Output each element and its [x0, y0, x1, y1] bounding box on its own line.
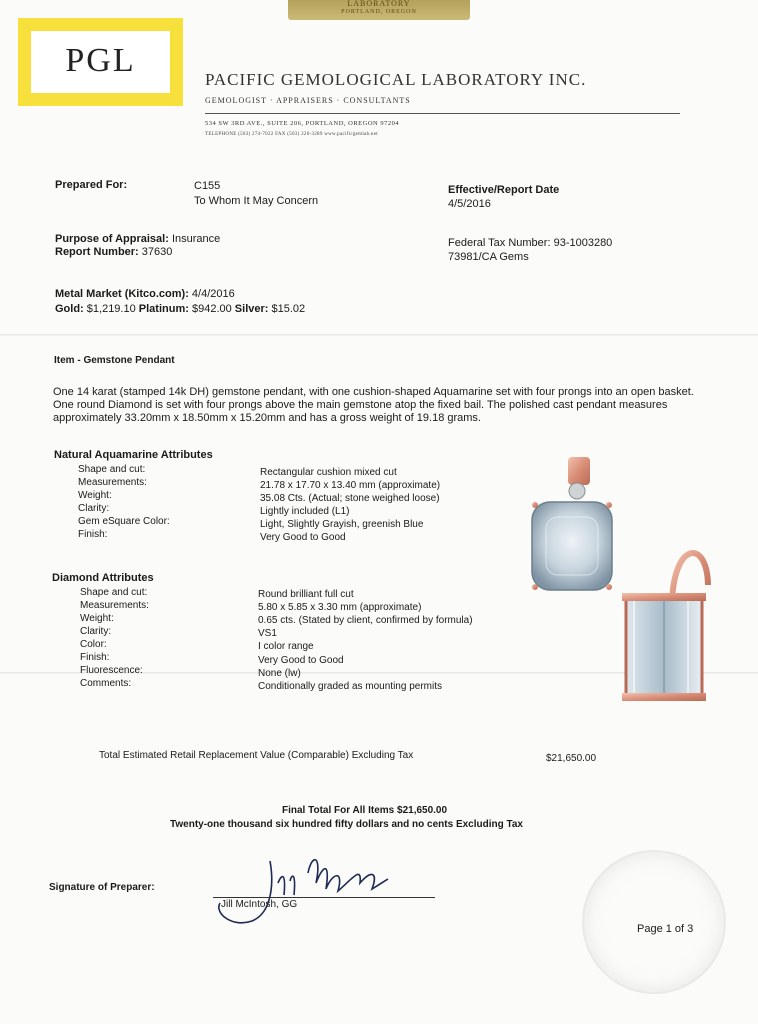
aquamarine-measurements-label: Measurements:	[78, 477, 147, 488]
bail-shape	[568, 457, 590, 485]
company-phone: TELEPHONE (503) 274-7022 FAX (503) 226-3289 www.pacificgemlab.net	[205, 132, 378, 137]
diamond-comments-label: Comments:	[80, 678, 132, 689]
diamond-shape-value: Round brilliant full cut	[258, 589, 354, 600]
signature-image	[212, 843, 412, 943]
diamond-finish-value: Very Good to Good	[258, 655, 344, 666]
prepared-for-label: Prepared For:	[55, 179, 128, 191]
gold-seal	[288, 0, 470, 20]
aquamarine-clarity-label: Clarity:	[78, 503, 110, 514]
purpose-value: Insurance	[171, 233, 221, 245]
final-total-words: Twenty-one thousand six hundred fifty dollars and no cents Excluding Tax	[170, 819, 523, 830]
total-label: Total Estimated Retail Replacement Value (Comparable) Excluding Tax	[99, 750, 414, 761]
header-rule	[205, 113, 680, 114]
diamond-clarity-label: Clarity:	[80, 626, 112, 637]
aquamarine-weight-label: Weight:	[78, 490, 112, 501]
metal-market-line	[55, 288, 235, 300]
tax-label: Federal Tax Number:	[448, 237, 551, 249]
aquamarine-measurements-value: 21.78 x 17.70 x 13.40 mm (approximate)	[260, 480, 441, 491]
prong-shape	[606, 502, 612, 508]
tax-ref: 73981/CA Gems	[448, 251, 529, 263]
tax-number: 93-1003280	[553, 237, 613, 249]
page-number: Page 1 of 3	[637, 923, 694, 935]
client-id: C155	[194, 180, 221, 192]
paper-fold	[0, 334, 758, 336]
platinum-label: Platinum:	[138, 303, 189, 315]
report-date: 4/5/2016	[448, 198, 491, 210]
report-date-label: Effective/Report Date	[448, 184, 560, 196]
purpose-label: Purpose of Appraisal:	[55, 233, 169, 245]
purpose-line	[55, 233, 220, 245]
side-rail-shape	[622, 593, 706, 601]
diamond-measurements-label: Measurements:	[80, 600, 149, 611]
total-value: $21,650.00	[546, 753, 597, 764]
diamond-measurements-value: 5.80 x 5.85 x 3.30 mm (approximate)	[258, 602, 422, 613]
aquamarine-color-label: Gem eSquare Color:	[78, 516, 170, 527]
gold-label: Gold:	[55, 303, 84, 315]
embossed-seal	[582, 850, 726, 994]
diamond-color-label: Color:	[80, 639, 107, 650]
seal-line: PORTLAND, OREGON	[341, 9, 417, 15]
metal-prices	[55, 303, 305, 315]
aquamarine-shape-label: Shape and cut:	[78, 464, 146, 475]
aquamarine-color-value: Light, Slightly Grayish, greenish Blue	[260, 519, 424, 530]
silver-label: Silver:	[234, 303, 269, 315]
aquamarine-clarity-value: Lightly included (L1)	[260, 506, 350, 517]
diamond-finish-label: Finish:	[80, 652, 110, 663]
signature-stroke	[278, 876, 295, 895]
diamond-fluorescence-label: Fluorescence:	[80, 665, 143, 676]
company-name: PACIFIC GEMOLOGICAL LABORATORY INC.	[205, 70, 587, 89]
report-number: 37630	[141, 246, 173, 258]
client-name: To Whom It May Concern	[194, 195, 319, 207]
tax-line	[448, 237, 612, 249]
metal-market-date: 4/4/2016	[191, 288, 235, 300]
aquamarine-finish-label: Finish:	[78, 529, 108, 540]
diamond-title: Diamond Attributes	[52, 572, 154, 584]
gold-price: $1,219.10	[86, 303, 136, 315]
metal-market-label: Metal Market (Kitco.com):	[55, 288, 189, 300]
diamond-shape	[569, 483, 585, 499]
aquamarine-finish-value: Very Good to Good	[260, 532, 346, 543]
pendant-illustration	[522, 457, 727, 707]
seal-line: LABORATORY	[347, 0, 411, 8]
diamond-weight-label: Weight:	[80, 613, 114, 624]
logo-text: PGL	[65, 42, 136, 79]
signature-stroke	[219, 861, 272, 923]
diamond-comments-value: Conditionally graded as mounting permits	[258, 681, 442, 692]
signature-line	[213, 897, 435, 898]
aquamarine-shape-value: Rectangular cushion mixed cut	[260, 467, 397, 478]
diamond-fluorescence-value: None (lw)	[258, 668, 301, 679]
diamond-color-value: I color range	[258, 641, 314, 652]
platinum-price: $942.00	[191, 303, 232, 315]
pendant-photo	[522, 457, 727, 707]
prong-shape	[532, 584, 538, 590]
report-number-line	[55, 246, 172, 258]
side-rail-shape	[622, 693, 706, 701]
item-title: Item - Gemstone Pendant	[54, 355, 175, 366]
final-total: Final Total For All Items $21,650.00	[282, 805, 448, 816]
aquamarine-title: Natural Aquamarine Attributes	[54, 449, 213, 461]
prong-shape	[532, 502, 538, 508]
aquamarine-weight-value: 35.08 Cts. (Actual; stone weighed loose)	[260, 493, 440, 504]
preparer-name: Jill McIntosh, GG	[221, 899, 298, 910]
diamond-clarity-value: VS1	[258, 628, 277, 639]
silver-price: $15.02	[271, 303, 306, 315]
prong-shape	[606, 584, 612, 590]
diamond-shape-label: Shape and cut:	[80, 587, 148, 598]
item-description: One 14 karat (stamped 14k DH) gemstone pendant, with one cushion-shaped Aquamarine set with four prongs into an open basket. One round Diamond is set with four prongs above the main gemstone atop the fixed bail. The polished cast pendant measures approximately 33.20mm x 18.50mm x 15.20mm and has a gross weight of 19.18 grams.	[53, 386, 694, 424]
report-number-label: Report Number:	[55, 246, 139, 258]
signature-label: Signature of Preparer:	[49, 882, 155, 893]
company-address: 534 SW 3RD AVE., SUITE 206, PORTLAND, OREGON 97204	[205, 120, 400, 127]
signature-stroke	[308, 860, 388, 891]
company-tagline: GEMOLOGIST · APPRAISERS · CONSULTANTS	[205, 96, 411, 105]
diamond-weight-value: 0.65 cts. (Stated by client, confirmed by formula)	[258, 615, 473, 626]
aquamarine-shape	[532, 502, 612, 590]
